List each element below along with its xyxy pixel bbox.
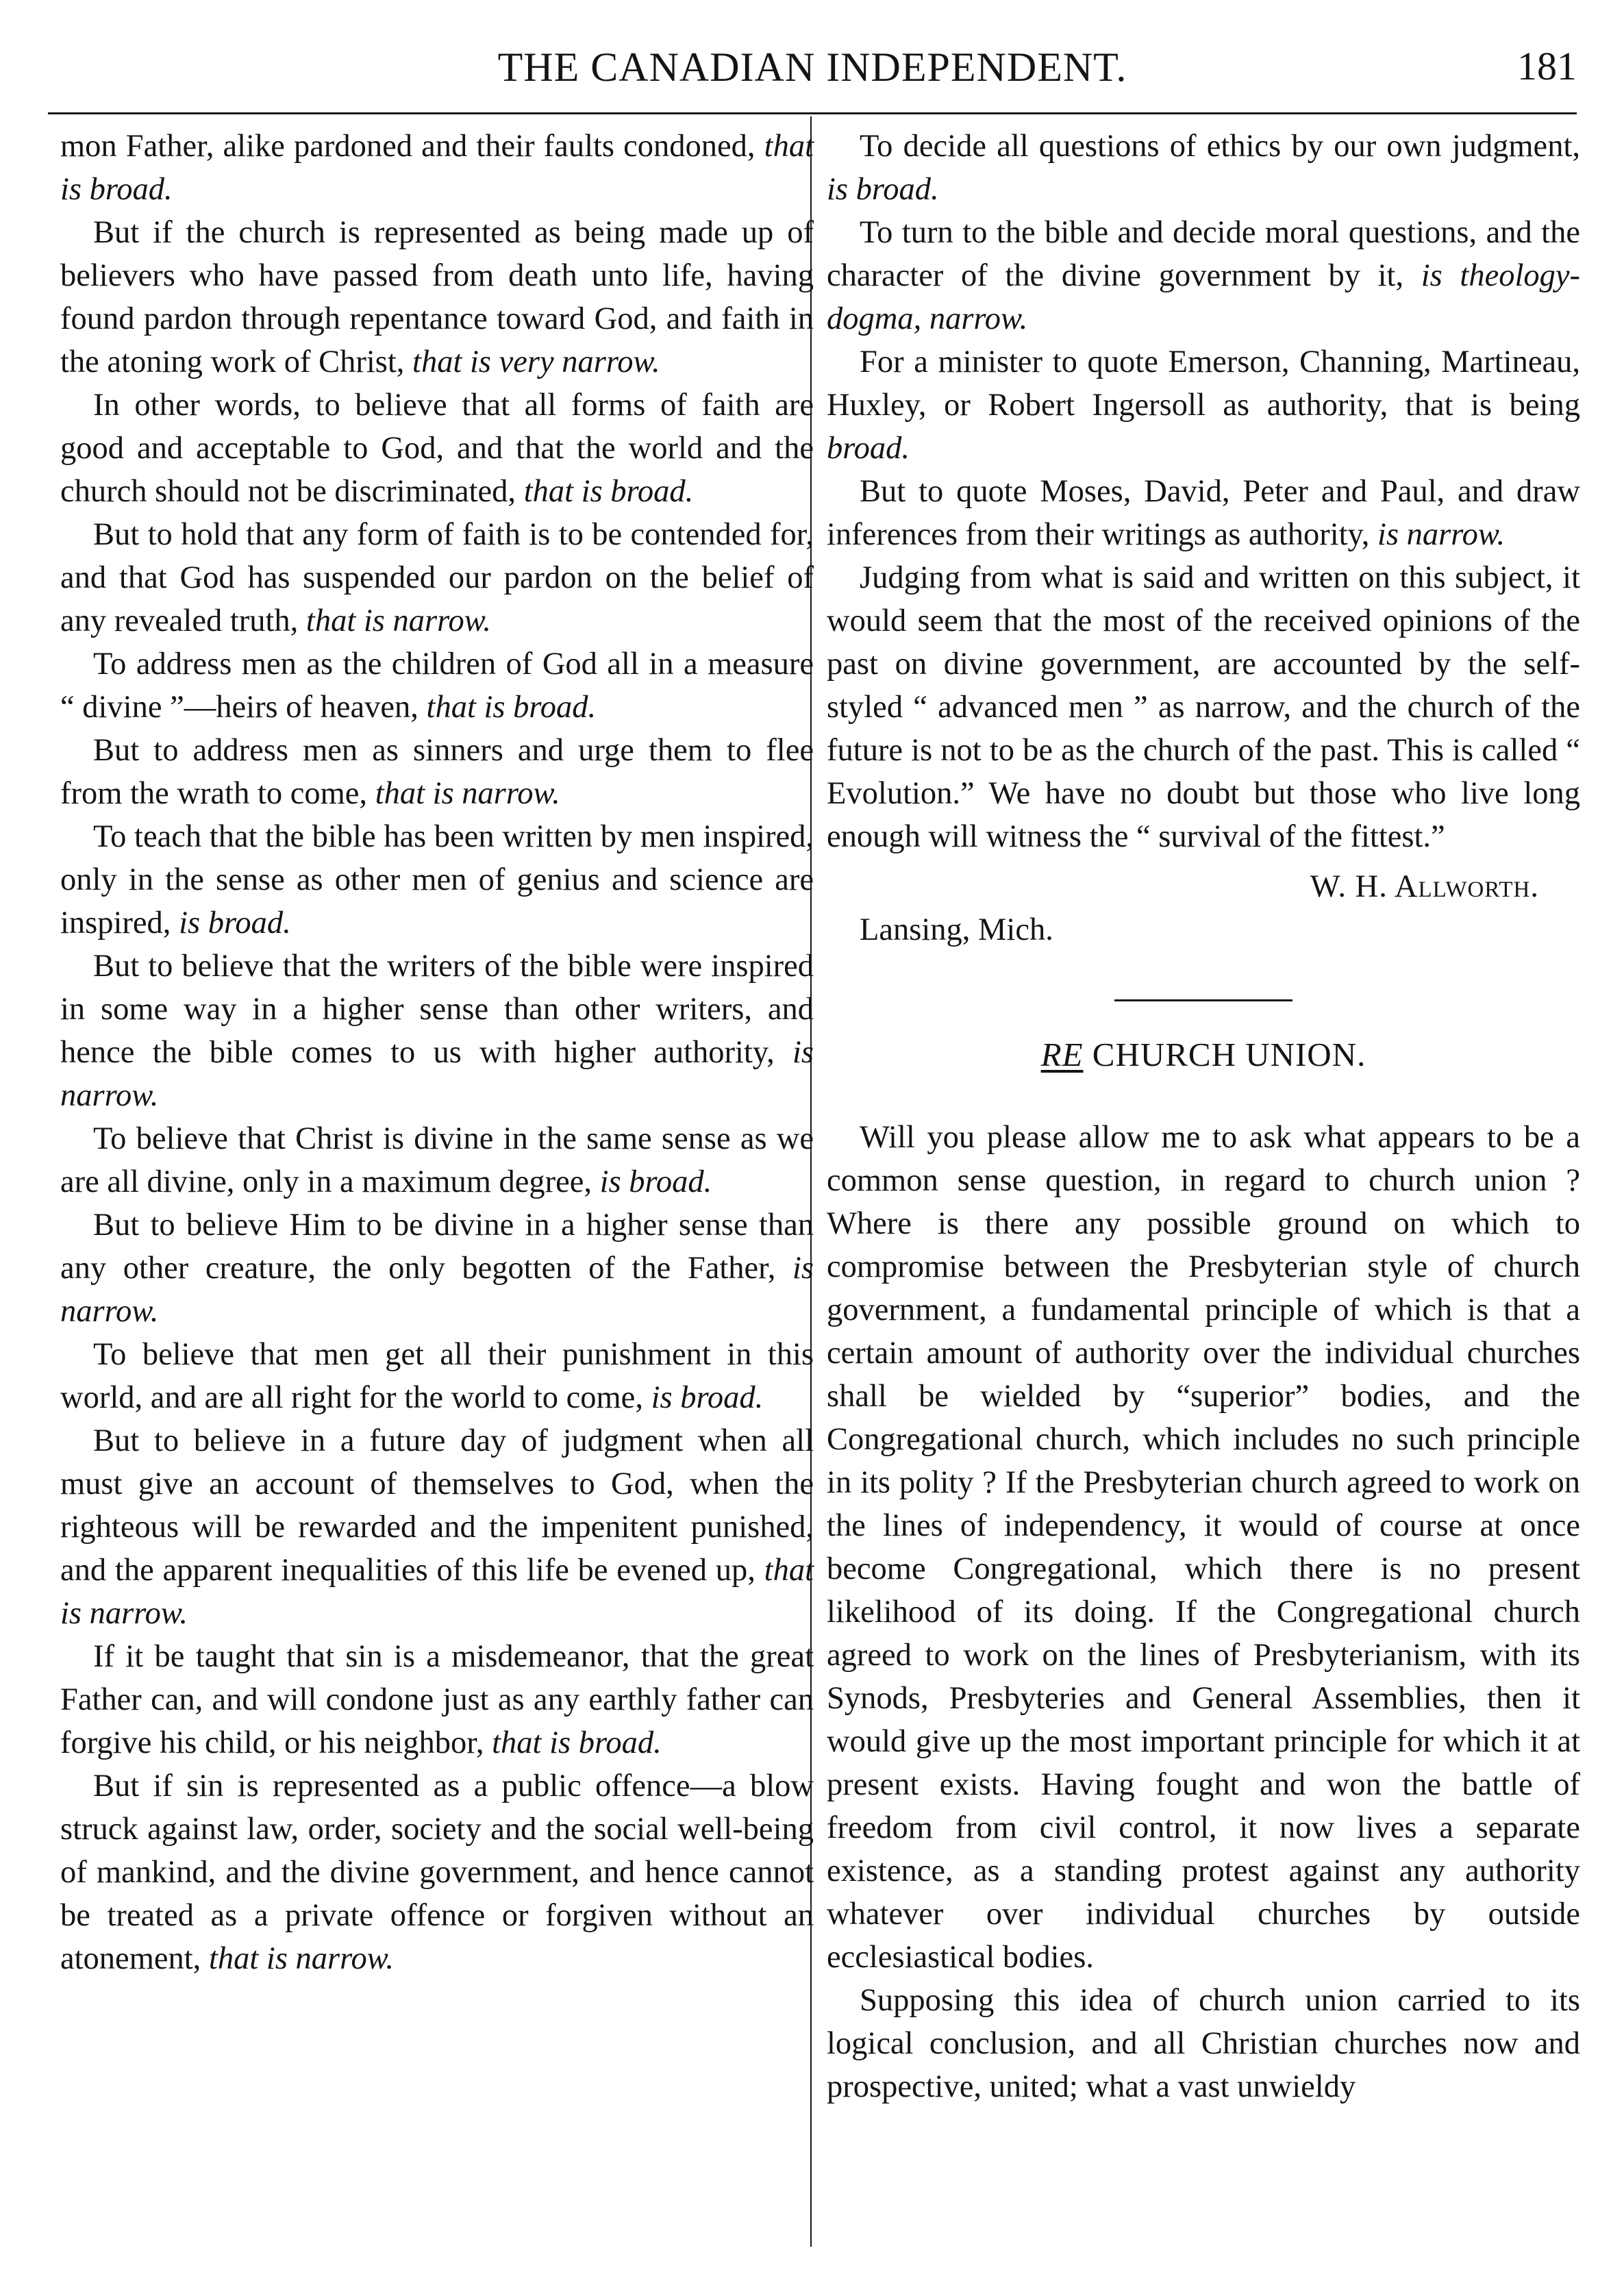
paragraph: But to address men as sinners and urge them to flee from the wrath to come, that is narrow. [60,733,814,811]
author-location: Lansing, Mich. [860,912,1053,947]
paragraph: But to hold that any form of faith is to be contended for, and that God has suspended our pardon on the belief of any revealed truth, that is narrow. [60,517,814,638]
paragraph: mon Father, alike pardoned and their faults condoned, that is broad. [60,129,814,207]
left-column [60,125,814,1980]
paragraph: To believe that Christ is divine in the same sense as we are all divine, only in a maximum degree, is broad. [60,1121,814,1199]
paragraph: To address men as the children of God all in a measure “ divine ”—heirs of heaven, that is broad. [60,647,814,725]
section-heading [827,1033,1580,1076]
right-column [827,125,1580,2108]
paragraph: But to believe Him to be divine in a higher sense than any other creature, the only begotten of the Father, is narrow. [60,1208,814,1329]
paragraph: To decide all questions of ethics by our own judgment, is broad. [827,129,1580,207]
paragraph: Judging from what is said and written on this subject, it would seem that the most of the received opinions of the past on divine government, are accounted by the self-styled “ advanced men ” as narrow, and the church of the future is not to be as the church of the past. This is called “ Evolution.” We have no doubt but those who live long enough will witness the “ survival of the fittest.” [827,560,1580,854]
paragraph: But to believe that the writers of the bible were inspired in some way in a higher sense than other writers, and hence the bible comes to us with higher authority, is narrow. [60,949,814,1113]
section-heading-title: CHURCH UNION. [1092,1036,1366,1073]
paragraph: In other words, to believe that all forms of faith are good and acceptable to God, and that the world and the church should not be discriminated, that is broad. [60,388,814,509]
paragraph: But to believe in a future day of judgment when all must give an account of themselves to God, when the righteous will be rewarded and the impenitent punished, and the apparent inequalities of this life be evened up, that is narrow. [60,1423,814,1631]
section-divider [1114,999,1292,1001]
page-title: THE CANADIAN INDEPENDENT. [497,45,1127,90]
paragraph: Supposing this idea of church union carried to its logical conclusion, and all Christian churches now and prospective, united; what a vast unwieldy [827,1983,1580,2104]
paragraph: But if the church is represented as being made up of believers who have passed from death unto life, having found pardon through repentance toward God, and faith in the atoning work of Christ, that is very narrow. [60,215,814,379]
paragraph: But to quote Moses, David, Peter and Paul, and draw inferences from their writings as authority, is narrow. [827,474,1580,552]
page-header [48,36,1577,114]
page-number: 181 [1517,44,1577,88]
paragraph: To believe that men get all their punishment in this world, and are all right for the world to come, is broad. [60,1337,814,1415]
paragraph: For a minister to quote Emerson, Channing, Martineau, Huxley, or Robert Ingersoll as authority, that is being broad. [827,345,1580,466]
paragraph: Will you please allow me to ask what appears to be a common sense question, in regard to church union ? Where is there any possible ground on which to compromise between the Presbyterian style of church government, a fundamental principle of which is that a certain amount of authority over the individual churches shall be wielded by “superior” bodies, and the Congregational church, which includes no such principle in its polity ? If the Presbyterian church agreed to work on the lines of independency, it would of course at once become Congregational, which there is no present likelihood of its doing. If the Congregational church agreed to work on the lines of Presbyterianism, with its Synods, Presbyteries and General Assemblies, then it would give up the most important principle for which it at present exists. Having fought and won the battle of freedom from civil control, it now lives a separate existence, as a standing protest against any authority whatever over individual churches by outside ecclesiastical bodies. [827,1120,1580,1975]
paragraph: To teach that the bible has been written by men inspired, only in the sense as other men of genius and science are inspired, is broad. [60,819,814,940]
paragraph: If it be taught that sin is a misdemeanor, that the great Father can, and will condone just as any earthly father can forgive his child, or his neighbor, that is broad. [60,1639,814,1760]
paragraph: To turn to the bible and decide moral questions, and the character of the divine government by it, is theology-dogma, narrow. [827,215,1581,336]
author-signature: W. H. Allworth. [1310,869,1539,904]
paragraph: But if sin is represented as a public offence—a blow struck against law, order, society and the social well-being of mankind, and the divine government, and hence cannot be treated as a private offence or forgiven without an atonement, that is narrow. [60,1769,814,1976]
section-heading-prefix: RE [1040,1036,1084,1073]
